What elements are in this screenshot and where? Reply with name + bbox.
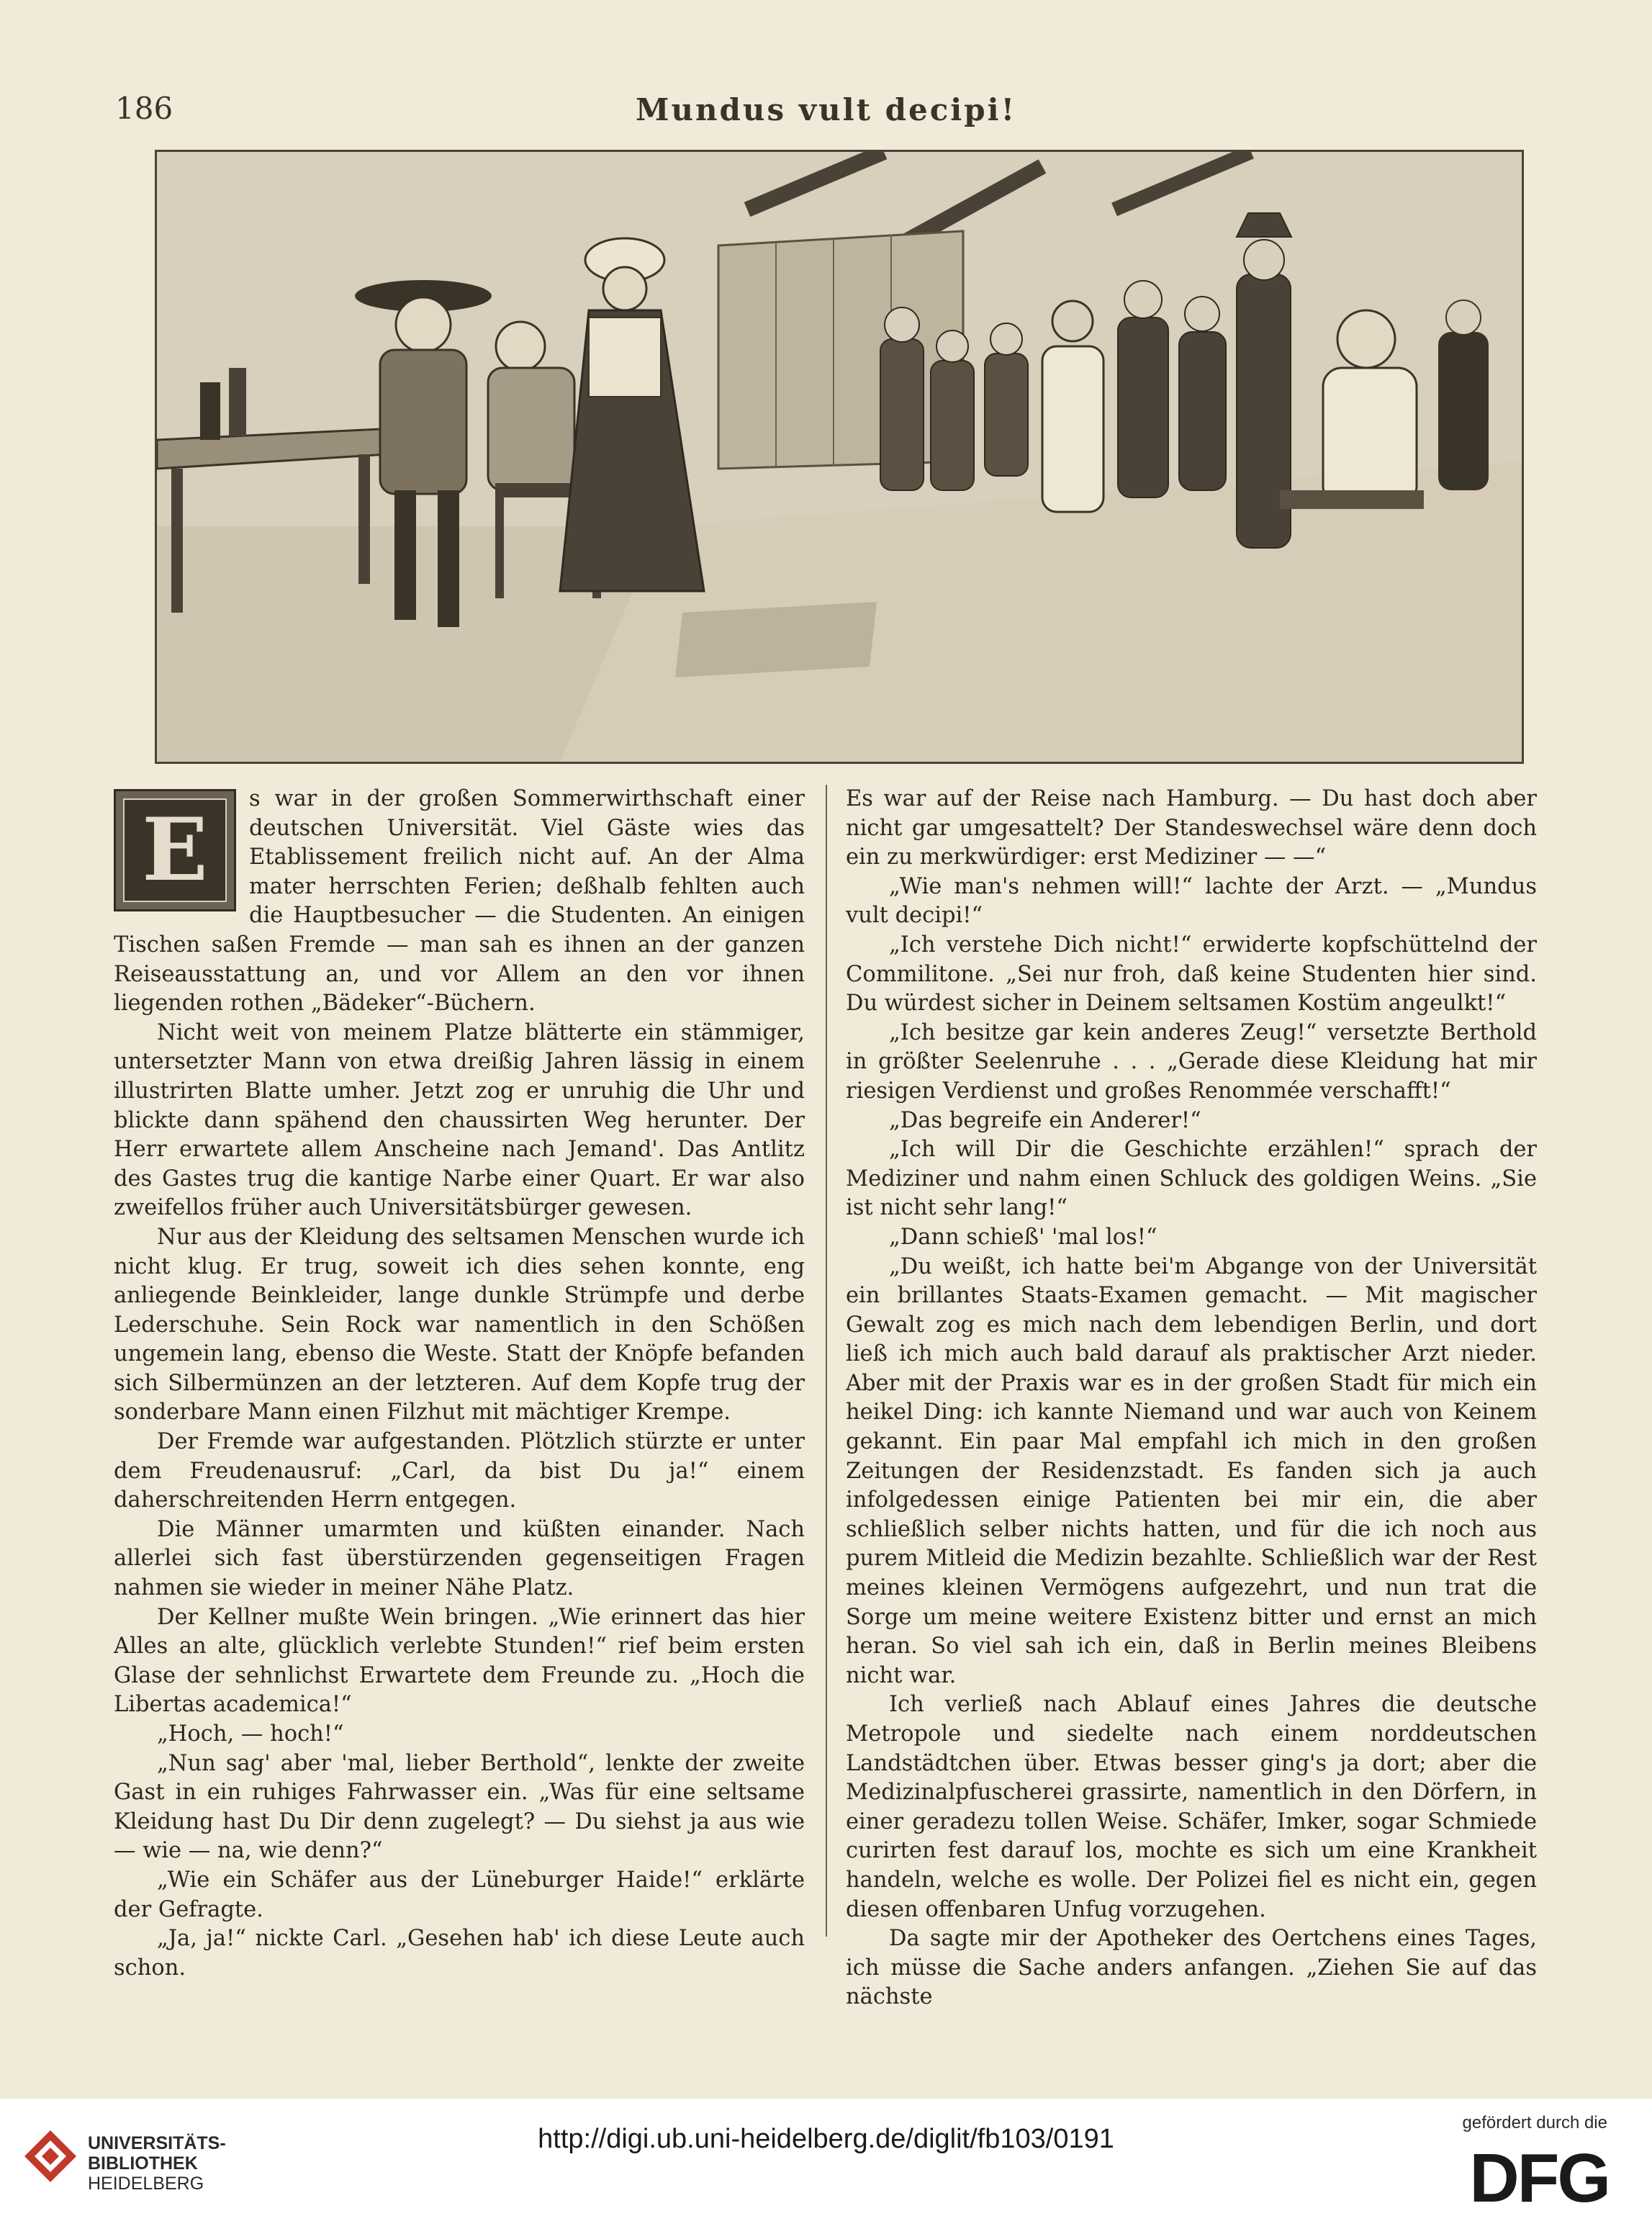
paragraph: Die Männer umarmten und küßten einander. Nach allerlei sich fast überstürzenden gegenseitigen Fragen nahmen sie wieder in meiner Nähe Platz.	[114, 1516, 805, 1601]
digitization-footer	[0, 2099, 1652, 2234]
paragraph: „Hoch, — hoch!“	[157, 1721, 344, 1747]
paragraph: Der Fremde war aufgestanden. Plötzlich stürzte er unter dem Freudenausruf: „Carl, da bist Du ja!“ einem daherschreitenden Herrn entgegen.	[114, 1429, 805, 1513]
library-name-line: HEIDELBERG	[88, 2174, 204, 2194]
paragraph: „Dann schieß' 'mal los!“	[889, 1224, 1157, 1250]
paragraph: Nur aus der Kleidung des seltsamen Menschen wurde ich nicht klug. Er trug, soweit ich dies sehen konnte, eng anliegende Beinkleider, lange dunkle Strümpfe und derbe Lederschuhe. Sein Rock war namentlich in den Schößen ungemein lang, ebenso die Weste. Statt der Knöpfe befanden sich Silbermünzen an der letzteren. Auf dem Kopfe trug der sonderbare Mann einen Filzhut mit mächtiger Krempe.	[114, 1224, 805, 1425]
paragraph: „Das begreife ein Anderer!“	[889, 1107, 1201, 1133]
library-name-line: UNIVERSITÄTS-	[88, 2133, 226, 2153]
paragraph: „Nun sag' aber 'mal, lieber Berthold“, lenkte der zweite Gast in ein ruhiges Fahrwasser ein. „Was für eine seltsame Kleidung hast Du Dir denn zugelegt? — Du siehst ja aus wie — wie — na, wie denn?“	[114, 1750, 805, 1864]
paragraph: „Ich will Dir die Geschichte erzählen!“ sprach der Mediziner und nahm einen Schluck des goldigen Weins. „Sie ist nicht sehr lang!“	[846, 1137, 1537, 1221]
initial-letter: E	[142, 799, 208, 901]
dfg-logo: DFG	[1469, 2140, 1609, 2217]
paragraph: „Wie ein Schäfer aus der Lüneburger Haide!“ erklärte der Gefragte.	[114, 1867, 805, 1922]
initial-ornament-icon	[123, 798, 227, 902]
tavern-scene-illustration	[155, 150, 1524, 764]
paragraph: „Wie man's nehmen will!“ lachte der Arzt. — „Mundus vult decipi!“	[846, 873, 1537, 929]
paragraph: Da sagte mir der Apotheker des Oertchens eines Tages, ich müsse die Sache anders anfangen. „Ziehen Sie auf das nächste	[846, 1926, 1537, 2010]
paragraph: s war in der großen Sommerwirthschaft einer deutschen Universität. Viel Gäste wies das Etablissement freilich nicht auf. An der Alma mater herrschten Ferien; deßhalb fehlten auch die Hauptbesucher — die Studenten. An einigen Tischen saßen Fremde — man sah es ihnen an der ganzen Reiseausstattung an, und vor Allem an den vor ihnen liegenden rothen „Bädeker“-Büchern.	[114, 786, 805, 1017]
paragraph: Der Kellner mußte Wein bringen. „Wie erinnert das hier Alles an alte, glücklich verlebte Stunden!“ rief beim ersten Glase der sehnlichst Erwartete dem Freunde zu. „Hoch die Libertas academica!“	[114, 1604, 805, 1718]
paragraph: Nicht weit von meinem Platze blätterte ein stämmiger, untersetzter Mann von etwa dreißig Jahren lässig in einem illustrirten Blatte umher. Jetzt zog er unruhig die Uhr und blickte dann spähend den chaussirten Weg herunter. Der Herr erwartete allem Anscheine nach Jemand'. Das Antlitz des Gastes trug die kantige Narbe einer Quart. Er war also zweifellos früher auch Universitätsbürger gewesen.	[114, 1019, 805, 1221]
library-name-line: BIBLIOTHEK	[88, 2153, 198, 2174]
paragraph: „Ich besitze gar kein anderes Zeug!“ versetzte Berthold in größter Seelenruhe . . . „Gerade diese Kleidung hat mir riesigen Verdienst und großes Renommée verschafft!“	[846, 1019, 1537, 1104]
paragraph: „Ich verstehe Dich nicht!“ erwiderte kopfschüttelnd der Commilitone. „Sei nur froh, daß keine Studenten hier sind. Du würdest sicher in Deinem seltsamen Kostüm angeulkt!“	[846, 932, 1537, 1017]
paragraph: „Ja, ja!“ nickte Carl. „Gesehen hab' ich diese Leute auch schon.	[114, 1926, 805, 1981]
page-number: 186	[115, 91, 173, 126]
column-divider	[826, 785, 827, 1937]
left-column	[114, 785, 805, 1981]
paragraph: „Du weißt, ich hatte bei'm Abgange von der Universität ein brillantes Staats-Examen gemacht. — Mit magischer Gewalt zog es mich nach dem lebendigen Berlin, und dort ließ ich mich auch bald darauf als praktischer Arzt nieder. Aber mit der Praxis war es in der großen Stadt für mich ein heikel Ding: ich kannte Niemand und war auch von Keinem gekannt. Ein paar Mal empfahl ich mich in den großen Zeitungen der Residenzstadt. Es fanden sich ja auch infolgedessen einige Patienten bei mir ein, die aber schließlich selber nichts hatten, und für die ich noch aus purem Mitleid die Medizin bezahlte. Schließlich war der Rest meines kleinen Vermögens aufgezehrt, und nun trat die Sorge um meine weitere Existenz bitter und ernst an mich heran. So viel sah ich ein, daß in Berlin meines Bleibens nicht war.	[846, 1253, 1537, 1688]
paragraph: Ich verließ nach Ablauf eines Jahres die deutsche Metropole und siedelte nach einem norddeutschen Landstädtchen über. Etwas besser ging's ja dort; aber die Medizinalpfuscherei grassirte, namentlich in den Dörfern, in einer geradezu tollen Weise. Schäfer, Imker, sogar Schmiede curirten fest darauf los, mochte es sich um eine Krankheit handeln, welche es wolle. Der Polizei fiel es nicht ein, gegen diesen offenbaren Unfug vorzugehen.	[846, 1692, 1537, 1922]
running-title: Mundus vult decipi!	[635, 92, 1017, 127]
permalink-url[interactable]: http://digi.ub.uni-heidelberg.de/diglit/fb103/0191	[538, 2124, 1114, 2154]
tavern-scene-engraving-icon	[157, 152, 1522, 762]
funding-note: gefördert durch die	[1462, 2113, 1607, 2132]
decorative-initial	[114, 789, 236, 911]
paragraph: Es war auf der Reise nach Hamburg. — Du hast doch aber nicht gar umgesattelt? Der Standeswechsel wäre denn doch ein zu merkwürdiger: erst Mediziner — —“	[846, 786, 1537, 870]
right-column	[846, 785, 1537, 2010]
